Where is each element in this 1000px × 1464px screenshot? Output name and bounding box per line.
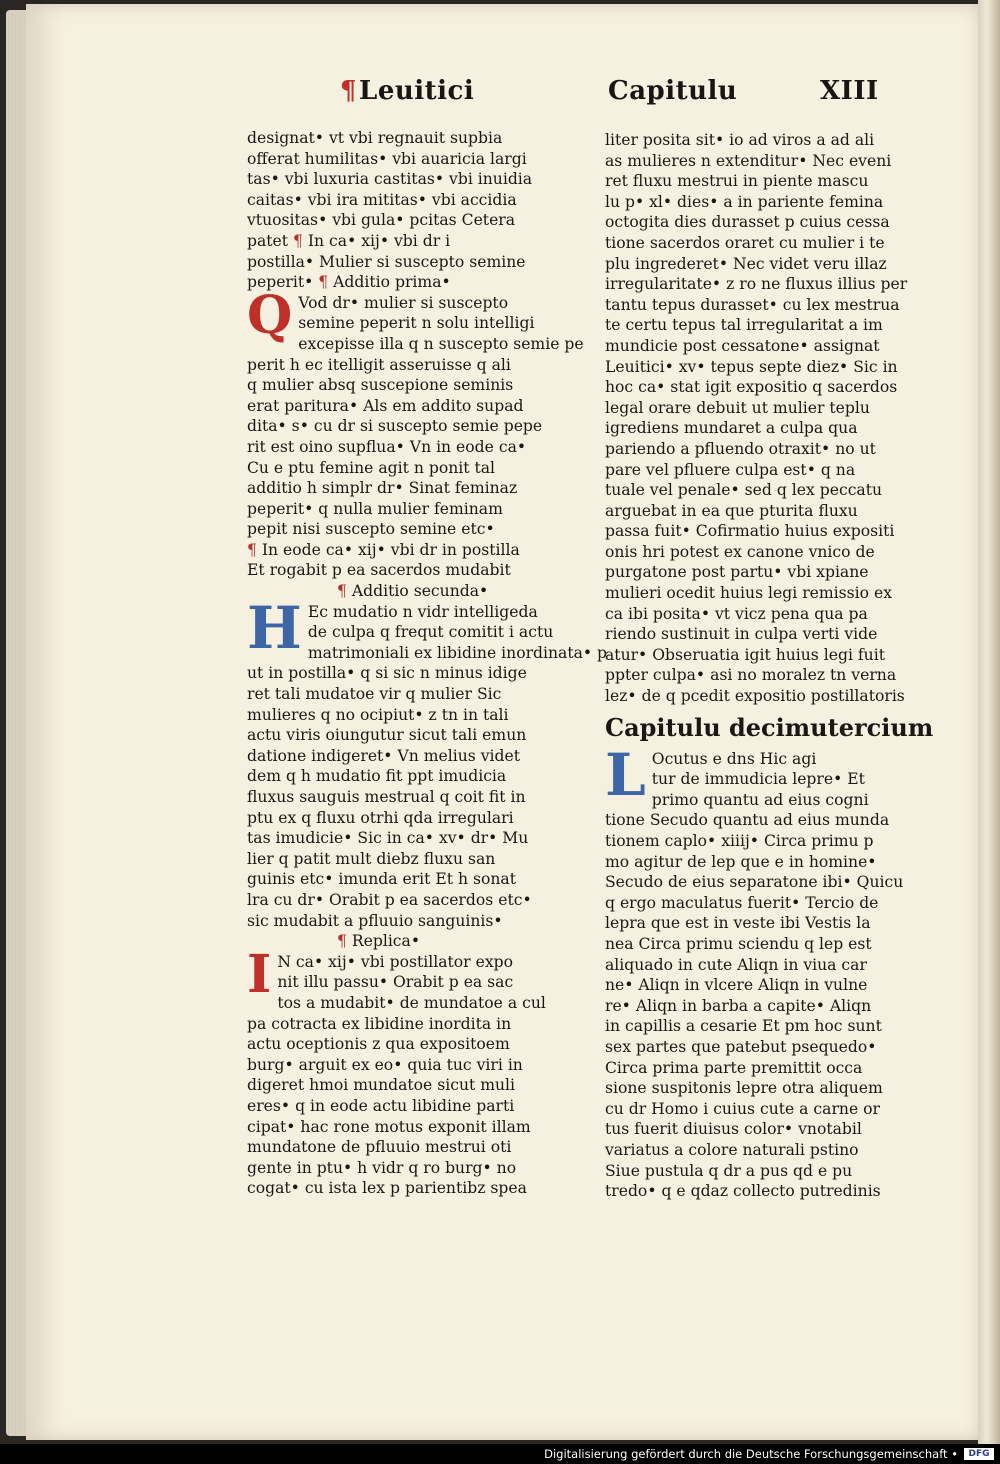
text-line: primo quantu ad eius cogni bbox=[651, 790, 869, 809]
right-column-top-text bbox=[605, 130, 908, 707]
text-line: ¶ Replica• bbox=[337, 932, 421, 951]
text-line: lez• de q pcedit expositio postillatoris bbox=[605, 687, 905, 706]
text-line: liter posita sit• io ad viros a ad ali bbox=[605, 131, 875, 149]
text-line: q ergo maculatus fuerit• Tercio de bbox=[605, 893, 879, 912]
footer-bar bbox=[0, 1444, 1000, 1464]
text-line: q mulier absq suscepione seminis bbox=[247, 376, 514, 395]
text-line: peperit• q nulla mulier feminam bbox=[247, 499, 503, 518]
text-line: peperit• ¶ Additio prima• bbox=[247, 273, 451, 292]
text-line: dem q h mudatio fit ppt imudicia bbox=[247, 767, 507, 786]
text-line: pariendo a pfluendo otraxit• no ut bbox=[605, 439, 876, 458]
text-line: perit h ec itelligit asseruisse q ali bbox=[247, 355, 511, 374]
text-line: in capillis a cesarie Et pm hoc sunt bbox=[605, 1017, 882, 1036]
text-line: tus fuerit diuisus color• vnotabil bbox=[605, 1120, 862, 1139]
text-line: plu ingrederet• Nec videt veru illaz bbox=[605, 254, 887, 273]
text-line: ¶ Additio secunda• bbox=[337, 582, 489, 601]
text-line: variatus a colore naturali pstino bbox=[605, 1140, 859, 1159]
text-line: ut in postilla• q si sic n minus idige bbox=[247, 664, 527, 683]
text-line: sic mudabit a pfluuio sanguinis• bbox=[247, 911, 503, 930]
text-line: ne• Aliqn in vlcere Aliqn in vulne bbox=[605, 976, 868, 995]
text-line: mundicie post cessatone• assignat bbox=[605, 336, 880, 355]
text-line: ¶ In eode ca• xij• vbi dr in postilla bbox=[247, 540, 520, 559]
text-line: tas imudicie• Sic in ca• xv• dr• Mu bbox=[247, 829, 529, 848]
running-header-left bbox=[340, 76, 474, 106]
running-header-center: Capitulu bbox=[608, 76, 738, 106]
pilcrow-mark: ¶ bbox=[247, 540, 257, 559]
footer-credit: Digitalisierung gefördert durch die Deutsche Forschungsgemeinschaft • bbox=[544, 1447, 958, 1461]
text-line: passa fuit• Cofirmatio huius expositi bbox=[605, 522, 895, 541]
text-line: legal orare debuit ut mulier teplu bbox=[605, 398, 870, 417]
text-line: tione sacerdos oraret cu mulier i te bbox=[605, 233, 885, 252]
text-line: tantu tepus durasset• cu lex mestrua bbox=[605, 295, 900, 314]
text-line: Circa prima parte premittit occa bbox=[605, 1058, 863, 1077]
text-line: sex partes que patebut psequedo• bbox=[605, 1037, 877, 1056]
text-line: ret tali mudatoe vir q mulier Sic bbox=[247, 685, 502, 704]
text-line: cogat• cu ista lex p parientibz spea bbox=[247, 1179, 527, 1198]
text-line: lra cu dr• Orabit p ea sacerdos etc• bbox=[247, 890, 532, 909]
text-line: lu p• xl• dies• a in pariente femina bbox=[605, 192, 884, 211]
text-line: de culpa q frequt comitit i actu bbox=[307, 623, 554, 642]
text-line: Et rogabit p ea sacerdos mudabit bbox=[247, 561, 511, 580]
text-line: erat paritura• Als em addito supad bbox=[247, 396, 524, 415]
text-line: purgatone post partu• vbi xpiane bbox=[605, 563, 869, 582]
text-line: atur• Obseruatia igit huius legi fuit bbox=[605, 645, 885, 664]
text-line: tuale vel penale• sed q lex peccatu bbox=[605, 481, 883, 500]
text-line: as mulieres n extenditur• Nec eveni bbox=[605, 151, 892, 170]
chapter-heading: Capitulu decimutercium bbox=[605, 712, 934, 742]
text-line: octogita dies durasset p cuius cessa bbox=[605, 213, 890, 232]
text-line: H Ec mudatio n vidr intelligeda bbox=[247, 593, 538, 662]
text-line: rit est oino supflua• Vn in eode ca• bbox=[247, 437, 527, 456]
text-line: mulieres q no ocipiut• z tn in tali bbox=[247, 705, 509, 724]
text-line: pepit nisi suscepto semine etc• bbox=[247, 520, 495, 539]
pilcrow-mark: ¶ bbox=[337, 932, 347, 951]
pilcrow-mark: ¶ bbox=[318, 273, 329, 292]
text-line: cu dr Homo i cuius cute a carne or bbox=[605, 1099, 880, 1118]
text-line: tredo• q e qdaz collecto putredinis bbox=[605, 1182, 881, 1201]
pilcrow-mark: ¶ bbox=[340, 76, 358, 106]
text-line: semine peperit n solu intelligi bbox=[298, 314, 535, 333]
text-line: nea Circa primu sciendu q lep est bbox=[605, 934, 872, 953]
decorated-initial: I bbox=[247, 943, 272, 1005]
text-line: lepra que est in veste ibi Vestis la bbox=[605, 914, 871, 933]
text-line: igrediens mundaret a culpa qua bbox=[605, 419, 858, 438]
text-line: vtuositas• vbi gula• pcitas Cetera bbox=[247, 211, 516, 230]
left-text-column bbox=[247, 128, 608, 1199]
text-line: matrimoniali ex libidine inordinata• p bbox=[307, 643, 608, 662]
header-left-text: Leuitici bbox=[359, 76, 475, 106]
text-line: Leuitici• xv• tepus septe diez• Sic in bbox=[605, 357, 898, 376]
book-gutter-edge bbox=[978, 0, 1000, 1444]
text-line: excepisse illa q n suscepto semie pe bbox=[298, 334, 584, 353]
pilcrow-mark: ¶ bbox=[293, 231, 303, 250]
text-line: tionem caplo• xiiij• Circa primu p bbox=[605, 832, 874, 850]
text-line: onis hri potest ex canone vnico de bbox=[605, 542, 875, 561]
text-line: Secudo de eius separatone ibi• Quicu bbox=[605, 873, 904, 892]
text-line: re• Aliqn in barba a capite• Aliqn bbox=[605, 996, 872, 1015]
text-line: ppter culpa• asi no moralez tn verna bbox=[605, 666, 897, 685]
text-line: arguebat in ea que pturita fluxu bbox=[605, 501, 858, 520]
text-line: sione suspitonis lepre otra aliquem bbox=[605, 1079, 883, 1098]
text-line: actu oceptionis z qua expositoem bbox=[247, 1035, 510, 1054]
pilcrow-mark: ¶ bbox=[337, 582, 347, 601]
text-line: offerat humilitas• vbi auaricia largi bbox=[247, 149, 527, 168]
text-line: digeret hmoi mundatoe sicut muli bbox=[247, 1076, 516, 1095]
text-line: aliquado in cute Aliqn in viua car bbox=[605, 955, 867, 974]
text-line: riendo sustinuit in culpa verti vide bbox=[605, 625, 878, 644]
text-line: actu viris oiungutur sicut tali emun bbox=[247, 726, 527, 745]
dfg-logo: DFG bbox=[964, 1448, 994, 1460]
text-line: fluxus sauguis mestrual q coit fit in bbox=[247, 788, 526, 806]
text-line: I N ca• xij• vbi postillator expo bbox=[247, 943, 513, 1005]
text-line: dita• s• cu dr si suscepto semie pepe bbox=[247, 417, 543, 436]
decorated-initial: H bbox=[247, 593, 302, 662]
text-line: nit illu passu• Orabit p ea sac bbox=[277, 973, 514, 992]
text-line: cipat• hac rone motus exponit illam bbox=[247, 1117, 531, 1136]
text-line: designat• vt vbi regnauit supbia bbox=[247, 129, 503, 147]
text-line: tas• vbi luxuria castitas• vbi inuidia bbox=[247, 170, 533, 189]
text-line: tos a mudabit• de mundatoe a cul bbox=[277, 993, 546, 1012]
text-line: ca ibi posita• vt vicz pena qua pa bbox=[605, 604, 868, 623]
text-line: gente in ptu• h vidr q ro burg• no bbox=[247, 1158, 517, 1177]
text-line: patet ¶ In ca• xij• vbi dr i bbox=[247, 231, 451, 250]
text-line: mundatone de pfluuio mestrui oti bbox=[247, 1138, 512, 1157]
text-line: additio h simplr dr• Sinat feminaz bbox=[247, 479, 518, 498]
text-line: Q Vod dr• mulier si suscepto bbox=[247, 284, 509, 346]
text-line: Cu e ptu femine agit n ponit tal bbox=[247, 458, 496, 477]
decorated-initial: Q bbox=[247, 284, 293, 346]
text-line: ret fluxu mestrui in piente mascu bbox=[605, 172, 869, 191]
text-line: caitas• vbi ira mititas• vbi accidia bbox=[247, 190, 517, 209]
text-line: Siue pustula q dr a pus qd e pu bbox=[605, 1161, 853, 1180]
text-line: mulieri ocedit huius legi remissio ex bbox=[605, 584, 893, 603]
text-line: mo agitur de lep que e in homine• bbox=[605, 852, 877, 871]
text-line: burg• arguit ex eo• quia tuc viri in bbox=[247, 1055, 523, 1074]
text-line: hoc ca• stat igit expositio q sacerdos bbox=[605, 378, 898, 397]
text-line: pa cotracta ex libidine inordita in bbox=[247, 1014, 512, 1033]
text-line: postilla• Mulier si suscepto semine bbox=[247, 252, 526, 271]
text-line: datione indigeret• Vn melius videt bbox=[247, 746, 520, 765]
text-line: pare vel pfluere culpa est• q na bbox=[605, 460, 856, 479]
text-line: tur de immudicia lepre• Et bbox=[651, 770, 865, 789]
text-line: eres• q in eode actu libidine parti bbox=[247, 1096, 515, 1115]
folio-number: XIII bbox=[820, 76, 879, 106]
decorated-initial: L bbox=[605, 740, 646, 809]
right-column-bottom-text bbox=[605, 740, 904, 1202]
right-text-column bbox=[605, 130, 934, 1202]
text-line: lier q patit mult diebz fluxu san bbox=[247, 849, 496, 868]
text-line: te certu tepus tal irregularitat a im bbox=[605, 316, 883, 335]
text-line: irregularitate• z ro ne fluxus illius per bbox=[605, 275, 908, 294]
text-line: L Ocutus e dns Hic agi bbox=[605, 740, 817, 809]
text-line: ptu ex q fluxu otrhi qda irregulari bbox=[247, 808, 514, 827]
text-line: tione Secudo quantu ad eius munda bbox=[605, 811, 890, 830]
text-line: guinis etc• imunda erit Et h sonat bbox=[247, 870, 516, 889]
